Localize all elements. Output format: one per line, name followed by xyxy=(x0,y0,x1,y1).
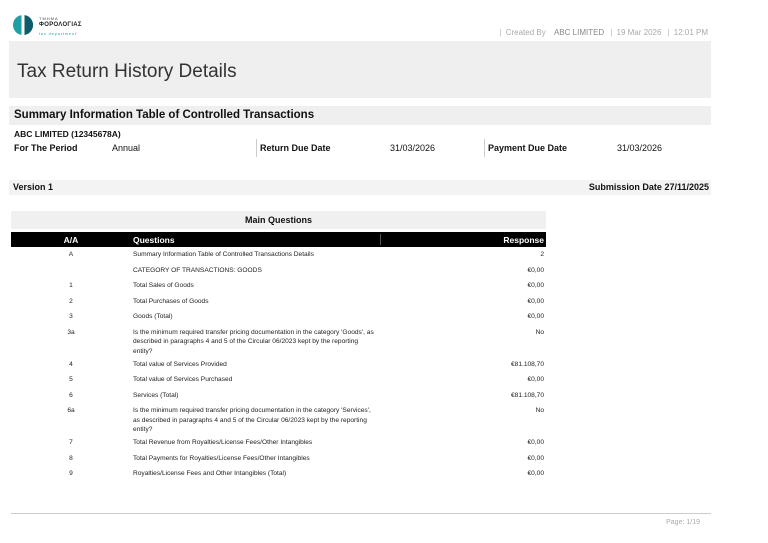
header-time: 12:01 PM xyxy=(673,28,708,37)
row-aa: 3a xyxy=(67,328,75,336)
header-date: 19 Mar 2026 xyxy=(616,28,662,37)
row-question: Total value of Services Provided xyxy=(133,360,227,368)
logo-line-2: ΦΟΡΟΛΟΓΙΑΣ xyxy=(39,22,82,28)
logo-mark-icon xyxy=(12,14,34,36)
row-response: 2 xyxy=(540,251,544,258)
header-meta: | Created By ABC LIMITED | 19 Mar 2026 | 12:01 PM xyxy=(499,28,708,37)
table-row xyxy=(11,264,546,280)
row-question: Total Revenue from Royalties/License Fees/Other Intangibles xyxy=(133,439,313,446)
table-row xyxy=(11,452,546,468)
table-row xyxy=(11,358,546,374)
row-aa: 1 xyxy=(69,282,73,289)
row-question: Total Sales of Goods xyxy=(133,282,194,289)
logo-line-1: ΤΜΗΜΑ xyxy=(39,16,59,21)
table-row xyxy=(11,326,546,358)
row-aa: 6a xyxy=(67,407,75,414)
row-aa: 9 xyxy=(69,470,73,477)
company-name: ABC LIMITED (12345678A) xyxy=(14,129,121,139)
row-response: €0,00 xyxy=(527,266,544,274)
row-aa: 7 xyxy=(69,439,73,446)
header-aa: A/A xyxy=(63,235,79,245)
main-questions-band xyxy=(11,211,546,229)
table-row xyxy=(11,248,546,264)
return-due-value: 31/03/2026 xyxy=(390,143,436,153)
row-question: Is the minimum required transfer pricing documentation in the category 'Services', as described in paragraphs 4 and 5 of the Circular 06/2023 kept by the reporting entity? xyxy=(133,407,371,433)
version-band xyxy=(9,180,711,195)
row-response: €0,00 xyxy=(527,470,544,477)
row-question: Royalties/License Fees and Other Intangibles (Total) xyxy=(133,470,287,477)
header-divider xyxy=(380,234,381,245)
row-question: Summary Information Table of Controlled Transactions Details xyxy=(133,251,314,258)
row-aa: 5 xyxy=(69,376,73,383)
return-due-label: Return Due Date xyxy=(260,143,331,153)
row-aa: A xyxy=(68,251,74,258)
submission-date: Submission Date 27/11/2025 xyxy=(588,182,709,192)
logo-line-3: tax department xyxy=(39,31,77,36)
row-response: €0,00 xyxy=(527,439,544,446)
payment-due-label: Payment Due Date xyxy=(488,143,568,153)
header-response: Response xyxy=(503,235,544,245)
row-response: €0,00 xyxy=(527,313,544,320)
title-band xyxy=(9,41,711,98)
table-row xyxy=(11,310,546,326)
table-row xyxy=(11,279,546,295)
row-question: Total Payments for Royalties/License Fees/Other Intangibles xyxy=(133,454,310,462)
row-question: CATEGORY OF TRANSACTIONS: GOODS xyxy=(133,266,262,274)
row-question: Services (Total) xyxy=(133,391,179,399)
row-question: Goods (Total) xyxy=(133,313,173,320)
table-row xyxy=(11,436,546,452)
page-number: Page: 1/19 xyxy=(666,519,700,526)
row-aa: 4 xyxy=(69,360,73,368)
period-divider xyxy=(256,139,257,157)
table-header xyxy=(11,232,546,247)
table-row xyxy=(11,467,546,483)
section-band xyxy=(9,106,711,125)
main-questions-title: Main Questions xyxy=(244,215,312,225)
row-response: €0,00 xyxy=(527,297,544,305)
row-response: €0,00 xyxy=(527,454,544,462)
table-row xyxy=(11,404,546,436)
tax-department-logo xyxy=(12,14,102,40)
row-response: No xyxy=(535,328,544,336)
period-value: Annual xyxy=(112,143,141,153)
created-by-label: Created By xyxy=(505,28,546,37)
row-response: €81.108,70 xyxy=(510,391,544,399)
row-response: €81.108,70 xyxy=(510,360,544,368)
section-title: Summary Information Table of Controlled Transactions xyxy=(14,109,315,121)
payment-due-value: 31/03/2026 xyxy=(617,143,663,153)
row-question: Total value of Services Purchased xyxy=(133,376,233,383)
created-by-value: ABC LIMITED xyxy=(553,28,605,37)
row-aa: 8 xyxy=(69,454,73,462)
header-questions: Questions xyxy=(133,235,175,245)
table-row xyxy=(11,389,546,405)
row-aa: 6 xyxy=(69,391,73,399)
row-question: Total Purchases of Goods xyxy=(133,297,209,305)
period-label: For The Period xyxy=(14,143,78,153)
row-question: Is the minimum required transfer pricing documentation in the category 'Goods', as described in paragraphs 4 and 5 of the Circular 06/2023 kept by the reporting entity? xyxy=(133,328,374,355)
page-title: Tax Return History Details xyxy=(17,61,237,82)
row-response: €0,00 xyxy=(527,282,544,289)
row-aa: 2 xyxy=(69,297,73,305)
row-response: No xyxy=(535,407,544,414)
table-row xyxy=(11,373,546,389)
row-response: €0,00 xyxy=(527,376,544,383)
table-row xyxy=(11,295,546,311)
footer-divider xyxy=(11,513,711,514)
period-divider xyxy=(484,139,485,157)
questions-table-body xyxy=(11,248,546,483)
version-label: Version 1 xyxy=(13,182,54,192)
row-aa: 3 xyxy=(69,313,73,320)
